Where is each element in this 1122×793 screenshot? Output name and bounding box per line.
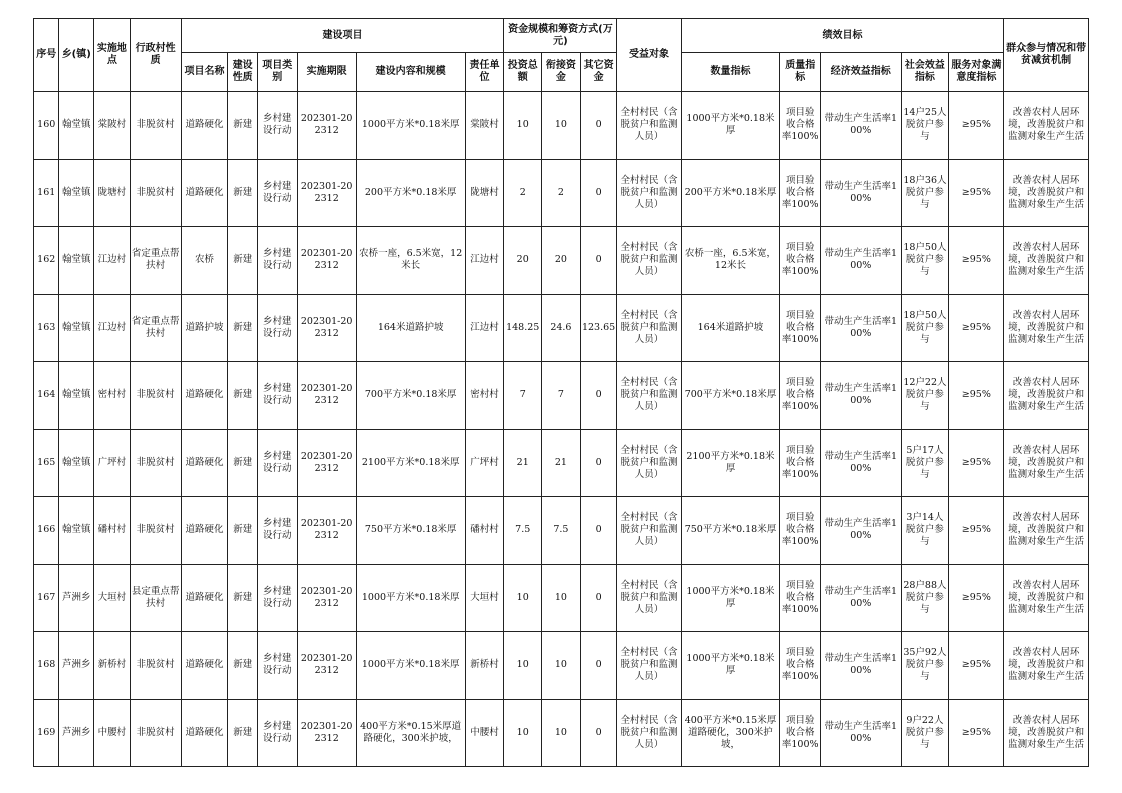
header-site: 实施地点: [94, 19, 131, 92]
cell-seq: 168: [34, 632, 59, 700]
header-unit: 责任单位: [465, 53, 504, 92]
header-village-nature: 行政村性质: [130, 19, 181, 92]
cell-unit: 磻村村: [465, 497, 504, 565]
cell-economic: 带动生产生活率100%: [821, 362, 901, 430]
cell-town: 芦洲乡: [59, 699, 94, 767]
cell-quantity: 1000平方米*0.18米厚: [681, 92, 780, 160]
cell-build-nature: 新建: [228, 699, 258, 767]
cell-social: 5户17人脱贫户参与: [901, 429, 949, 497]
header-content: 建设内容和规模: [356, 53, 465, 92]
cell-period: 202301-202312: [297, 294, 356, 362]
cell-seq: 161: [34, 159, 59, 227]
cell-project-name: 道路硬化: [181, 159, 228, 227]
cell-period: 202301-202312: [297, 159, 356, 227]
cell-linked: 10: [542, 632, 581, 700]
header-quality: 质量指标: [780, 53, 821, 92]
cell-project-name: 道路硬化: [181, 429, 228, 497]
cell-site: 江边村: [94, 294, 131, 362]
cell-quantity: 农桥一座，6.5米宽，12米长: [681, 227, 780, 295]
cell-seq: 162: [34, 227, 59, 295]
table-row: [34, 699, 1089, 767]
cell-content: 700平方米*0.18米厚: [356, 362, 465, 430]
cell-economic: 带动生产生活率100%: [821, 227, 901, 295]
cell-participation: 改善农村人居环境，改善脱贫户和监测对象生产生活: [1004, 497, 1089, 565]
cell-participation: 改善农村人居环境，改善脱贫户和监测对象生产生活: [1004, 429, 1089, 497]
cell-unit: 大垣村: [465, 564, 504, 632]
cell-beneficiary: 全村村民（含脱贫户和监测人员）: [617, 159, 681, 227]
cell-category: 乡村建设行动: [257, 294, 297, 362]
table-row: [34, 227, 1089, 295]
cell-participation: 改善农村人居环境，改善脱贫户和监测对象生产生活: [1004, 699, 1089, 767]
cell-total: 21: [504, 429, 542, 497]
cell-linked: 10: [542, 92, 581, 160]
cell-town: 芦洲乡: [59, 564, 94, 632]
cell-content: 750平方米*0.18米厚: [356, 497, 465, 565]
cell-participation: 改善农村人居环境，改善脱贫户和监测对象生产生活: [1004, 159, 1089, 227]
cell-satisfaction: ≥95%: [949, 362, 1004, 430]
cell-content: 400平方米*0.15米厚道路硬化，300米护坡，: [356, 699, 465, 767]
cell-village-nature: 省定重点帮扶村: [130, 294, 181, 362]
cell-total: 10: [504, 699, 542, 767]
cell-content: 164米道路护坡: [356, 294, 465, 362]
table-row: [34, 294, 1089, 362]
cell-village-nature: 非脱贫村: [130, 429, 181, 497]
cell-period: 202301-202312: [297, 497, 356, 565]
cell-quality: 项目验收合格率100%: [780, 429, 821, 497]
cell-satisfaction: ≥95%: [949, 429, 1004, 497]
cell-build-nature: 新建: [228, 429, 258, 497]
cell-content: 1000平方米*0.18米厚: [356, 632, 465, 700]
cell-quality: 项目验收合格率100%: [780, 497, 821, 565]
cell-satisfaction: ≥95%: [949, 159, 1004, 227]
cell-beneficiary: 全村村民（含脱贫户和监测人员）: [617, 497, 681, 565]
cell-quality: 项目验收合格率100%: [780, 294, 821, 362]
cell-satisfaction: ≥95%: [949, 294, 1004, 362]
header-performance: 绩效目标: [681, 19, 1004, 53]
cell-satisfaction: ≥95%: [949, 497, 1004, 565]
cell-village-nature: 省定重点帮扶村: [130, 227, 181, 295]
cell-seq: 166: [34, 497, 59, 565]
cell-unit: 陇塘村: [465, 159, 504, 227]
cell-social: 3户14人脱贫户参与: [901, 497, 949, 565]
cell-social: 18户50人脱贫户参与: [901, 294, 949, 362]
cell-quality: 项目验收合格率100%: [780, 632, 821, 700]
table-row: [34, 429, 1089, 497]
cell-total: 10: [504, 632, 542, 700]
cell-town: 芦洲乡: [59, 632, 94, 700]
cell-linked: 7.5: [542, 497, 581, 565]
cell-quality: 项目验收合格率100%: [780, 699, 821, 767]
cell-other: 0: [580, 429, 617, 497]
cell-unit: 广坪村: [465, 429, 504, 497]
cell-linked: 21: [542, 429, 581, 497]
cell-satisfaction: ≥95%: [949, 699, 1004, 767]
cell-other: 123.65: [580, 294, 617, 362]
cell-total: 20: [504, 227, 542, 295]
cell-seq: 169: [34, 699, 59, 767]
cell-build-nature: 新建: [228, 159, 258, 227]
table-row: [34, 564, 1089, 632]
cell-quantity: 400平方米*0.15米厚道路硬化，300米护坡，: [681, 699, 780, 767]
cell-other: 0: [580, 362, 617, 430]
cell-economic: 带动生产生活率100%: [821, 92, 901, 160]
cell-linked: 10: [542, 699, 581, 767]
cell-quality: 项目验收合格率100%: [780, 92, 821, 160]
header-linked: 衔接资金: [542, 53, 581, 92]
table-row: [34, 497, 1089, 565]
cell-economic: 带动生产生活率100%: [821, 294, 901, 362]
cell-beneficiary: 全村村民（含脱贫户和监测人员）: [617, 632, 681, 700]
cell-build-nature: 新建: [228, 632, 258, 700]
cell-social: 28户88人脱贫户参与: [901, 564, 949, 632]
cell-project-name: 道路硬化: [181, 497, 228, 565]
cell-total: 10: [504, 92, 542, 160]
cell-seq: 165: [34, 429, 59, 497]
cell-quantity: 2100平方米*0.18米厚: [681, 429, 780, 497]
header-build-nature: 建设性质: [228, 53, 258, 92]
cell-other: 0: [580, 497, 617, 565]
cell-total: 148.25: [504, 294, 542, 362]
cell-economic: 带动生产生活率100%: [821, 159, 901, 227]
cell-project-name: 道路硬化: [181, 564, 228, 632]
cell-build-nature: 新建: [228, 227, 258, 295]
table-row: [34, 92, 1089, 160]
cell-beneficiary: 全村村民（含脱贫户和监测人员）: [617, 92, 681, 160]
cell-project-name: 道路硬化: [181, 92, 228, 160]
cell-unit: 新桥村: [465, 632, 504, 700]
cell-participation: 改善农村人居环境，改善脱贫户和监测对象生产生活: [1004, 227, 1089, 295]
cell-quantity: 1000平方米*0.18米厚: [681, 564, 780, 632]
cell-participation: 改善农村人居环境，改善脱贫户和监测对象生产生活: [1004, 632, 1089, 700]
cell-economic: 带动生产生活率100%: [821, 632, 901, 700]
cell-project-name: 农桥: [181, 227, 228, 295]
cell-town: 翰堂镇: [59, 497, 94, 565]
header-period: 实施期限: [297, 53, 356, 92]
cell-unit: 江边村: [465, 227, 504, 295]
cell-participation: 改善农村人居环境，改善脱贫户和监测对象生产生活: [1004, 564, 1089, 632]
cell-linked: 2: [542, 159, 581, 227]
cell-village-nature: 非脱贫村: [130, 92, 181, 160]
cell-category: 乡村建设行动: [257, 632, 297, 700]
cell-linked: 24.6: [542, 294, 581, 362]
table-row: [34, 362, 1089, 430]
cell-unit: 中腰村: [465, 699, 504, 767]
cell-category: 乡村建设行动: [257, 227, 297, 295]
cell-beneficiary: 全村村民（含脱贫户和监测人员）: [617, 564, 681, 632]
cell-beneficiary: 全村村民（含脱贫户和监测人员）: [617, 429, 681, 497]
cell-quantity: 200平方米*0.18米厚: [681, 159, 780, 227]
table-body: [34, 92, 1089, 767]
cell-social: 35户92人脱贫户参与: [901, 632, 949, 700]
cell-satisfaction: ≥95%: [949, 632, 1004, 700]
cell-quality: 项目验收合格率100%: [780, 564, 821, 632]
cell-economic: 带动生产生活率100%: [821, 699, 901, 767]
cell-quality: 项目验收合格率100%: [780, 227, 821, 295]
cell-quality: 项目验收合格率100%: [780, 362, 821, 430]
cell-quantity: 750平方米*0.18米厚: [681, 497, 780, 565]
cell-town: 翰堂镇: [59, 362, 94, 430]
cell-linked: 7: [542, 362, 581, 430]
header-construction: 建设项目: [181, 19, 504, 53]
cell-seq: 160: [34, 92, 59, 160]
cell-period: 202301-202312: [297, 429, 356, 497]
cell-social: 12户22人脱贫户参与: [901, 362, 949, 430]
header-participation: 群众参与情况和带贫减贫机制: [1004, 19, 1089, 92]
cell-category: 乡村建设行动: [257, 159, 297, 227]
table-row: [34, 159, 1089, 227]
cell-project-name: 道路护坡: [181, 294, 228, 362]
cell-content: 200平方米*0.18米厚: [356, 159, 465, 227]
cell-build-nature: 新建: [228, 294, 258, 362]
cell-seq: 167: [34, 564, 59, 632]
cell-other: 0: [580, 699, 617, 767]
cell-project-name: 道路硬化: [181, 362, 228, 430]
cell-seq: 163: [34, 294, 59, 362]
header-economic: 经济效益指标: [821, 53, 901, 92]
cell-unit: 棠陂村: [465, 92, 504, 160]
cell-social: 9户22人脱贫户参与: [901, 699, 949, 767]
cell-village-nature: 非脱贫村: [130, 632, 181, 700]
header-category: 项目类别: [257, 53, 297, 92]
cell-content: 1000平方米*0.18米厚: [356, 92, 465, 160]
header-project-name: 项目名称: [181, 53, 228, 92]
cell-seq: 164: [34, 362, 59, 430]
cell-linked: 10: [542, 564, 581, 632]
header-town: 乡(镇): [59, 19, 94, 92]
cell-village-nature: 县定重点帮扶村: [130, 564, 181, 632]
header-total: 投资总额: [504, 53, 542, 92]
cell-social: 18户36人脱贫户参与: [901, 159, 949, 227]
cell-other: 0: [580, 564, 617, 632]
cell-social: 14户25人脱贫户参与: [901, 92, 949, 160]
header-beneficiary: 受益对象: [617, 19, 681, 92]
cell-build-nature: 新建: [228, 564, 258, 632]
cell-content: 2100平方米*0.18米厚: [356, 429, 465, 497]
cell-category: 乡村建设行动: [257, 429, 297, 497]
cell-category: 乡村建设行动: [257, 699, 297, 767]
cell-economic: 带动生产生活率100%: [821, 429, 901, 497]
cell-economic: 带动生产生活率100%: [821, 564, 901, 632]
cell-content: 农桥一座，6.5米宽，12米长: [356, 227, 465, 295]
header-other: 其它资金: [580, 53, 617, 92]
table-row: [34, 632, 1089, 700]
cell-participation: 改善农村人居环境，改善脱贫户和监测对象生产生活: [1004, 294, 1089, 362]
cell-village-nature: 非脱贫村: [130, 159, 181, 227]
cell-quantity: 164米道路护坡: [681, 294, 780, 362]
cell-participation: 改善农村人居环境，改善脱贫户和监测对象生产生活: [1004, 362, 1089, 430]
cell-town: 翰堂镇: [59, 227, 94, 295]
cell-beneficiary: 全村村民（含脱贫户和监测人员）: [617, 362, 681, 430]
header-quantity: 数量指标: [681, 53, 780, 92]
cell-period: 202301-202312: [297, 564, 356, 632]
cell-beneficiary: 全村村民（含脱贫户和监测人员）: [617, 294, 681, 362]
cell-site: 江边村: [94, 227, 131, 295]
cell-total: 7.5: [504, 497, 542, 565]
cell-satisfaction: ≥95%: [949, 92, 1004, 160]
cell-build-nature: 新建: [228, 362, 258, 430]
cell-category: 乡村建设行动: [257, 92, 297, 160]
cell-town: 翰堂镇: [59, 429, 94, 497]
cell-beneficiary: 全村村民（含脱贫户和监测人员）: [617, 699, 681, 767]
cell-linked: 20: [542, 227, 581, 295]
cell-category: 乡村建设行动: [257, 497, 297, 565]
cell-category: 乡村建设行动: [257, 564, 297, 632]
cell-quality: 项目验收合格率100%: [780, 159, 821, 227]
cell-period: 202301-202312: [297, 632, 356, 700]
cell-other: 0: [580, 632, 617, 700]
cell-economic: 带动生产生活率100%: [821, 497, 901, 565]
cell-unit: 密村村: [465, 362, 504, 430]
cell-total: 7: [504, 362, 542, 430]
cell-unit: 江边村: [465, 294, 504, 362]
cell-period: 202301-202312: [297, 92, 356, 160]
cell-project-name: 道路硬化: [181, 632, 228, 700]
cell-period: 202301-202312: [297, 227, 356, 295]
cell-satisfaction: ≥95%: [949, 227, 1004, 295]
cell-participation: 改善农村人居环境，改善脱贫户和监测对象生产生活: [1004, 92, 1089, 160]
cell-town: 翰堂镇: [59, 92, 94, 160]
cell-period: 202301-202312: [297, 699, 356, 767]
header-satisfaction: 服务对象满意度指标: [949, 53, 1004, 92]
cell-site: 新桥村: [94, 632, 131, 700]
cell-village-nature: 非脱贫村: [130, 699, 181, 767]
cell-content: 1000平方米*0.18米厚: [356, 564, 465, 632]
cell-village-nature: 非脱贫村: [130, 497, 181, 565]
cell-other: 0: [580, 92, 617, 160]
cell-site: 大垣村: [94, 564, 131, 632]
cell-site: 中腰村: [94, 699, 131, 767]
header-seq: 序号: [34, 19, 59, 92]
cell-site: 棠陂村: [94, 92, 131, 160]
cell-total: 2: [504, 159, 542, 227]
cell-site: 广坪村: [94, 429, 131, 497]
cell-social: 18户50人脱贫户参与: [901, 227, 949, 295]
cell-build-nature: 新建: [228, 497, 258, 565]
cell-period: 202301-202312: [297, 362, 356, 430]
project-table: [33, 18, 1089, 767]
cell-site: 磻村村: [94, 497, 131, 565]
cell-quantity: 1000平方米*0.18米厚: [681, 632, 780, 700]
header-funding: 资金规模和筹资方式(万元): [504, 19, 617, 53]
cell-site: 陇塘村: [94, 159, 131, 227]
cell-beneficiary: 全村村民（含脱贫户和监测人员）: [617, 227, 681, 295]
cell-total: 10: [504, 564, 542, 632]
cell-quantity: 700平方米*0.18米厚: [681, 362, 780, 430]
cell-other: 0: [580, 227, 617, 295]
cell-town: 翰堂镇: [59, 294, 94, 362]
cell-village-nature: 非脱贫村: [130, 362, 181, 430]
header-social: 社会效益指标: [901, 53, 949, 92]
cell-satisfaction: ≥95%: [949, 564, 1004, 632]
cell-site: 密村村: [94, 362, 131, 430]
cell-category: 乡村建设行动: [257, 362, 297, 430]
cell-other: 0: [580, 159, 617, 227]
cell-town: 翰堂镇: [59, 159, 94, 227]
cell-build-nature: 新建: [228, 92, 258, 160]
cell-project-name: 道路硬化: [181, 699, 228, 767]
